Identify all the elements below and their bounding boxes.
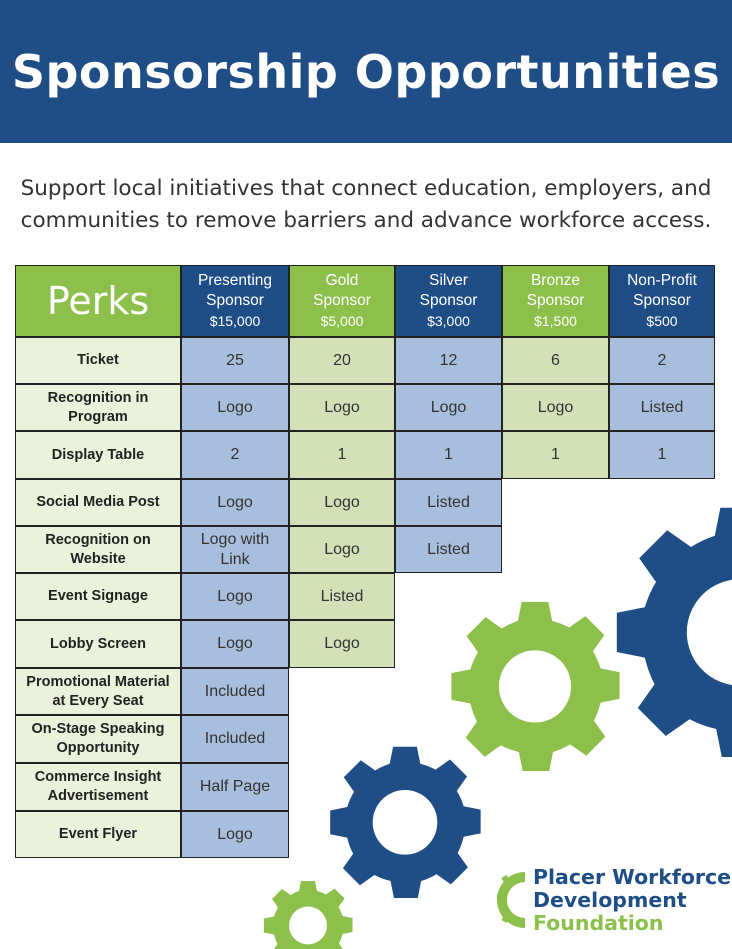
foundation-logo xyxy=(497,866,732,938)
cell-value: 1 xyxy=(444,446,453,463)
column-name-line-1: Silver xyxy=(429,272,468,289)
intro-line-2: communities to remove barriers and advance workforce access. xyxy=(20,208,712,233)
column-name-line-2: Sponsor xyxy=(419,292,478,309)
cell-value: Logo xyxy=(217,398,253,416)
cell-value: 25 xyxy=(226,351,244,369)
cell-value: 1 xyxy=(551,446,560,463)
table-cell xyxy=(289,573,395,620)
column-header xyxy=(609,265,715,337)
row-label-line-1: Promotional Material xyxy=(26,673,170,690)
table-cell xyxy=(181,811,289,858)
row-label-line-1: Recognition on xyxy=(45,531,151,548)
table-cell xyxy=(289,337,395,384)
perks-label: Perks xyxy=(46,279,150,323)
column-name-line-1: Bronze xyxy=(530,272,581,289)
cell-value: Logo xyxy=(430,398,467,416)
cell-value: 2 xyxy=(230,446,240,463)
cell-value: 6 xyxy=(551,351,560,369)
table-cell xyxy=(181,479,289,526)
cell-value: 1 xyxy=(337,446,347,463)
column-name-line-1: Non-Profit xyxy=(627,272,697,289)
column-header xyxy=(181,265,289,337)
cell-value: Half Page xyxy=(199,778,271,795)
column-price: $3,000 xyxy=(427,313,470,329)
column-price: $500 xyxy=(646,313,678,329)
table-cell xyxy=(395,479,502,526)
gear-icon xyxy=(330,747,480,898)
column-name-line-1: Gold xyxy=(325,272,359,289)
perks-header xyxy=(15,265,181,337)
row-label-line-2: Opportunity xyxy=(56,740,140,756)
row-label-line-1: Commerce Insight xyxy=(34,769,162,785)
table-cell xyxy=(502,431,609,479)
row-label-line-1: Recognition in xyxy=(47,389,149,406)
cell-value: Logo xyxy=(217,493,253,511)
cell-value: Listed xyxy=(427,493,470,511)
table-cell xyxy=(502,337,609,384)
table-cell xyxy=(395,431,502,479)
row-label-line-2: Program xyxy=(68,408,128,425)
row-label xyxy=(15,668,181,715)
table-cell xyxy=(395,526,502,573)
column-price: $15,000 xyxy=(209,313,261,329)
cell-value: 1 xyxy=(657,446,667,463)
table-cell xyxy=(181,715,289,763)
row-label xyxy=(15,431,181,479)
cell-value: Logo xyxy=(217,635,253,652)
row-label-line-1: Ticket xyxy=(77,352,119,368)
intro-text xyxy=(0,173,732,237)
row-label-line-2: Website xyxy=(70,550,126,567)
row-label xyxy=(15,573,181,620)
row-label-line-1: Lobby Screen xyxy=(50,635,146,652)
cell-value: Logo xyxy=(217,825,253,843)
cell-value: Logo xyxy=(324,493,360,511)
table-cell xyxy=(181,573,289,620)
gear-icon xyxy=(617,508,732,757)
column-header xyxy=(502,265,609,337)
column-name-line-1: Presenting xyxy=(197,272,273,289)
logo-line-3: Foundation xyxy=(533,911,664,935)
logo-line-1: Placer Workforce xyxy=(533,865,732,889)
logo-line-2: Development xyxy=(533,888,687,912)
table-cell xyxy=(289,384,395,431)
table-cell xyxy=(289,620,395,668)
table-cell xyxy=(181,337,289,384)
intro-line-1: Support local initiatives that connect education, employers, and xyxy=(20,176,712,201)
table-cell xyxy=(181,620,289,668)
cell-value: 2 xyxy=(657,351,667,369)
logo-gear-icon xyxy=(497,866,529,934)
row-label-line-2: Advertisement xyxy=(47,788,149,804)
cell-value: Logo xyxy=(324,398,360,416)
row-label xyxy=(15,811,181,858)
row-label-line-1: Event Signage xyxy=(48,588,148,604)
row-label-line-1: Event Flyer xyxy=(58,826,138,842)
cell-value: Included xyxy=(204,682,266,700)
column-header xyxy=(395,265,502,337)
cell-value: Logo xyxy=(324,540,360,558)
row-label xyxy=(15,763,181,811)
cell-value: Logo xyxy=(537,398,574,416)
table-cell xyxy=(609,337,715,384)
row-label xyxy=(15,715,181,763)
logo-text xyxy=(533,866,731,935)
cell-value: Listed xyxy=(320,587,364,605)
table-cell xyxy=(181,526,289,573)
table-cell xyxy=(181,384,289,431)
row-label-line-1: On-Stage Speaking xyxy=(31,721,165,737)
cell-value: 12 xyxy=(439,351,458,369)
row-label xyxy=(15,479,181,526)
row-label-line-1: Social Media Post xyxy=(36,494,160,510)
table-cell xyxy=(181,763,289,811)
column-price: $5,000 xyxy=(320,313,364,329)
table-cell xyxy=(181,431,289,479)
column-name-line-2: Sponsor xyxy=(526,292,585,309)
table-cell xyxy=(395,384,502,431)
table-cell xyxy=(181,668,289,715)
table-cell xyxy=(395,337,502,384)
cell-value: 20 xyxy=(333,351,351,369)
cell-value: Logo with Link xyxy=(200,530,270,568)
row-label xyxy=(15,526,181,573)
row-label xyxy=(15,384,181,431)
cell-value: Listed xyxy=(640,398,684,416)
page-title: Sponsorship Opportunities xyxy=(11,44,721,99)
column-name-line-2: Sponsor xyxy=(313,292,371,309)
gear-icon xyxy=(264,881,353,949)
table-cell xyxy=(289,479,395,526)
cell-value: Listed xyxy=(427,540,470,558)
cell-value: Logo xyxy=(217,587,253,605)
header-banner xyxy=(0,0,732,143)
cell-value: Logo xyxy=(324,635,360,652)
row-label-line-2: at Every Seat xyxy=(52,692,144,709)
column-header xyxy=(289,265,395,337)
cell-value: Included xyxy=(204,730,266,747)
column-name-line-2: Sponsor xyxy=(633,292,691,309)
column-name-line-2: Sponsor xyxy=(206,292,264,309)
table-cell xyxy=(502,384,609,431)
table-cell xyxy=(609,384,715,431)
table-cell xyxy=(289,526,395,573)
row-label xyxy=(15,620,181,668)
gear-icon xyxy=(451,602,619,771)
row-label-line-1: Display Table xyxy=(51,446,145,463)
column-price: $1,500 xyxy=(534,313,577,329)
table-cell xyxy=(609,431,715,479)
table-cell xyxy=(289,431,395,479)
row-label xyxy=(15,337,181,384)
